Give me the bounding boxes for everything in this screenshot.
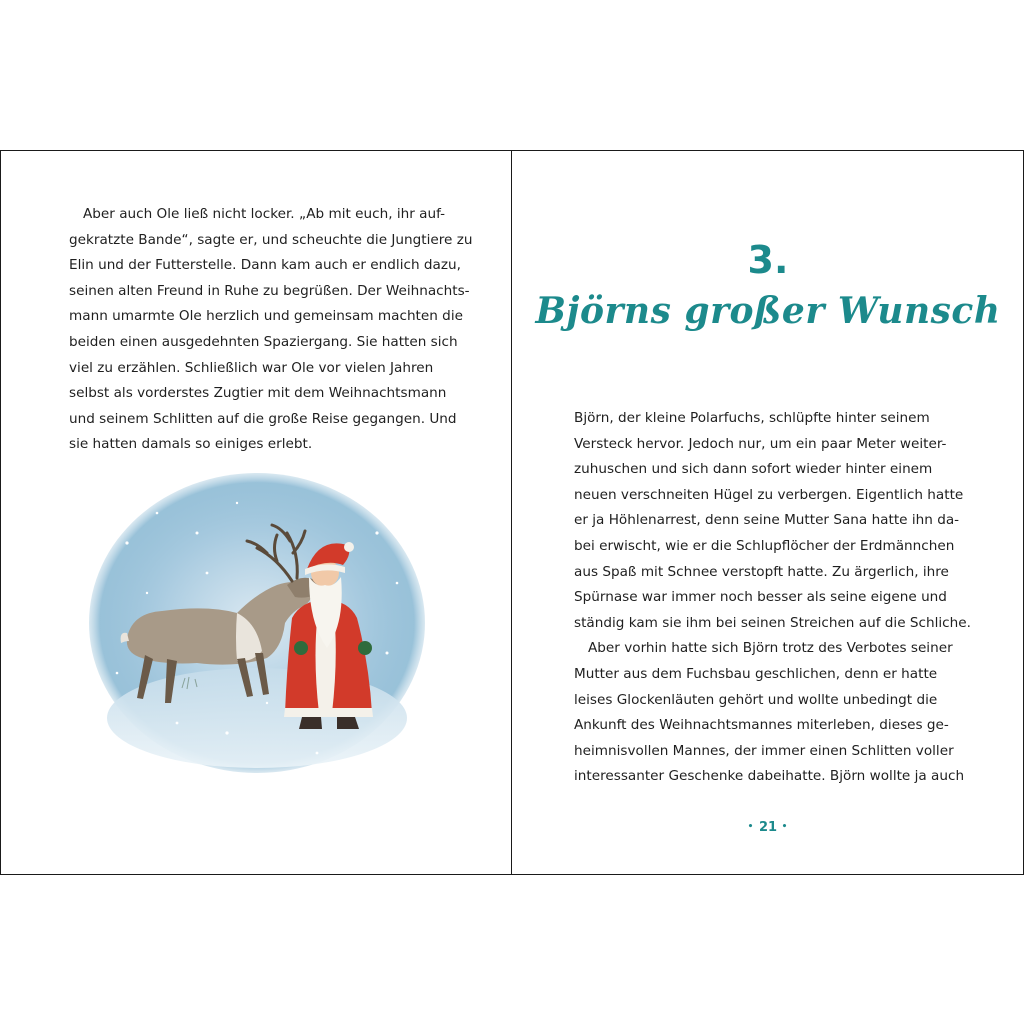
text-line: Björn, der kleine Polarfuchs, schlüpfte hinter seinem: [574, 410, 930, 426]
text-line: Aber vorhin hatte sich Björn trotz des Verbotes seiner: [588, 640, 953, 657]
page-number: [512, 818, 1024, 837]
text-line: mann umarmte Ole herzlich und gemeinsam machten die: [69, 308, 463, 325]
text-line: interessanter Geschenke dabeihatte. Björn wollte ja auch: [574, 768, 965, 785]
text-line: er ja Höhlenarrest, denn seine Mutter Sana hatte ihn da-: [574, 512, 960, 529]
ornament-left: •: [747, 822, 755, 832]
chapter-number: 3.: [747, 238, 789, 282]
text-line: Aber auch Ole ließ nicht locker. „Ab mit euch, ihr auf-: [83, 206, 446, 222]
text-line: leises Glockenläuten gehört und wollte unbedingt die: [574, 691, 938, 708]
page-number-value: 21: [758, 820, 778, 835]
reindeer-santa-illustration: [87, 473, 427, 783]
text-line: ständig kam sie ihm bei seinen Streichen auf die Schliche.: [574, 614, 971, 631]
text-line: sie hatten damals so einiges erlebt.: [69, 436, 313, 453]
text-line: Versteck hervor. Jedoch nur, um ein paar Meter weiter-: [574, 435, 947, 452]
text-line: neuen verschneiten Hügel zu verbergen. Eigentlich hatte: [574, 486, 964, 503]
text-line: selbst als vorderstes Zugtier mit dem Weihnachtsmann: [69, 385, 447, 402]
chapter-title: Björns großer Wunsch: [535, 290, 1001, 332]
text-line: seinen alten Freund in Ruhe zu begrüßen. Der Weihnachts-: [69, 282, 470, 299]
text-line: beiden einen ausgedehnten Spaziergang. Sie hatten sich: [69, 333, 458, 350]
text-line: aus Spaß mit Schnee verstopft hatte. Zu ärgerlich, ihre: [574, 563, 949, 580]
right-page-text: [574, 406, 971, 790]
left-page: [0, 151, 512, 874]
ornament-right: •: [781, 822, 789, 832]
text-line: Mutter aus dem Fuchsbau geschlichen, denn er hatte: [574, 665, 938, 682]
text-line: viel zu erzählen. Schließlich war Ole vor vielen Jahren: [69, 359, 434, 376]
left-page-text: [69, 202, 473, 458]
text-line: zuhuschen und sich dann sofort wieder hinter einem: [574, 461, 933, 478]
book-spread: [0, 150, 1024, 875]
text-line: gekratzte Bande“, sagte er, und scheuchte die Jungtiere zu: [69, 231, 473, 248]
text-line: heimnisvollen Mannes, der immer einen Schlitten voller: [574, 742, 954, 759]
text-line: bei erwischt, wie er die Schlupflöcher der Erdmännchen: [574, 537, 955, 554]
text-line: Ankunft des Weihnachtsmannes miterleben, dieses ge-: [574, 717, 949, 734]
text-line: Spürnase war immer noch besser als seine eigene und: [574, 589, 947, 606]
text-line: und seinem Schlitten auf die große Reise gegangen. Und: [69, 410, 457, 427]
right-page: [512, 151, 1024, 874]
text-line: Elin und der Futterstelle. Dann kam auch er endlich dazu,: [69, 257, 461, 274]
